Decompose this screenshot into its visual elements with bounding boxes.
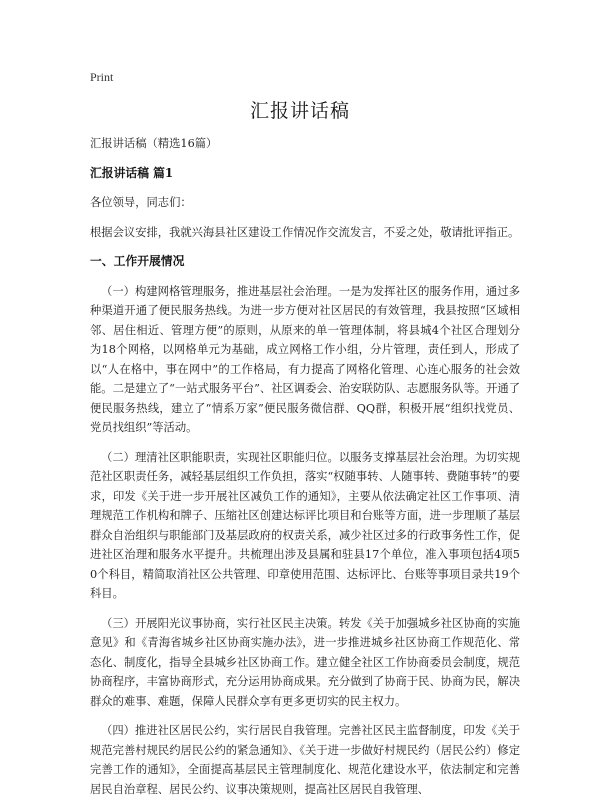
intro-paragraph: 根据会议安排，我就兴海县社区建设工作情况作交流发言，不妥之处，敬请批评指正。 [90,225,520,239]
body-paragraph-4: （四）推进社区居民公约，实行居民自我管理。完善社区民主监督制度，印发《关于规范完善村规民约居民公约的紧急通知》、《关于进一步做好村规民约（居民公约）修定完善工作的通知》，全面提高基层民主管理制度化、规范化建设水平，依法制定和完善居民自治章程、居民公约、议事决策规则，提高社区居民自我管理、 [90,724,520,796]
document-body [90,134,520,799]
document-subtitle: 汇报讲话稿（精选16篇） [90,137,218,150]
body-paragraph-2: （二）理清社区职能职责，实现社区职能归位。以服务支撑基层社会治理。为切实规范社区职责任务，减轻基层组织工作负担，落实“权随事转、人随事转、费随事转”的要求，印发《关于进一步开展社区减负工作的通知》，主要从依法确定社区工作事项、清理规范工作机构和牌子、压缩社区创建达标评比项目和台账等方面，进一步理顺了基层群众自治组织与职能部门及基层政府的权责关系，减少社区过多的行政事务性工作，促进社区治理和服务水平提升。共梳理出涉及县属和驻县17个单位，准入事项包括4项50个科目，精简取消社区公共管理、印章使用范围、达标评比、台账等事项目录共19个科目。 [90,450,520,600]
body-paragraph-1: （一）构建网格管理服务，推进基层社会治理。一是为发挥社区的服务作用，通过多种渠道开通了便民服务热线。为进一步方便对社区居民的有效管理，我县按照“区域相邻、居住相近、管理方便”的原则，从原来的单一管理体制，将县城4个社区合理划分为18个网格，以网格单元为基础，成立网格工作小组，分片管理，责任到人，形成了以“人在格中，事在网中”的工作格局，有力提高了网格化管理、心连心服务的社会效能。二是建立了“一站式服务平台”、社区调委会、治安联防队、志愿服务队等。开通了便民服务热线，建立了“情系万家”便民服务微信群、QQ群，积极开展“组织找党员、党员找组织”等活动。 [90,284,520,434]
body-paragraph-3: （三）开展阳光议事协商，实行社区民主决策。转发《关于加强城乡社区协商的实施意见》和《青海省城乡社区协商实施办法》，进一步推进城乡社区协商工作规范化、常态化、制度化，指导全县城乡社区协商工作。建立健全社区工作协商委员会制度，规范协商程序，丰富协商形式，充分运用协商成果。充分做到了协商于民、协商为民，解决群众的难事、难题，保障人民群众享有更多更切实的民主权力。 [90,616,520,708]
print-label[interactable]: Print [90,70,114,84]
article-heading: 汇报讲话稿 篇1 [90,165,174,180]
page-title: 汇报讲话稿 [249,100,350,122]
section-heading: 一、工作开展情况 [90,254,185,268]
greeting: 各位领导，同志们： [90,196,192,209]
